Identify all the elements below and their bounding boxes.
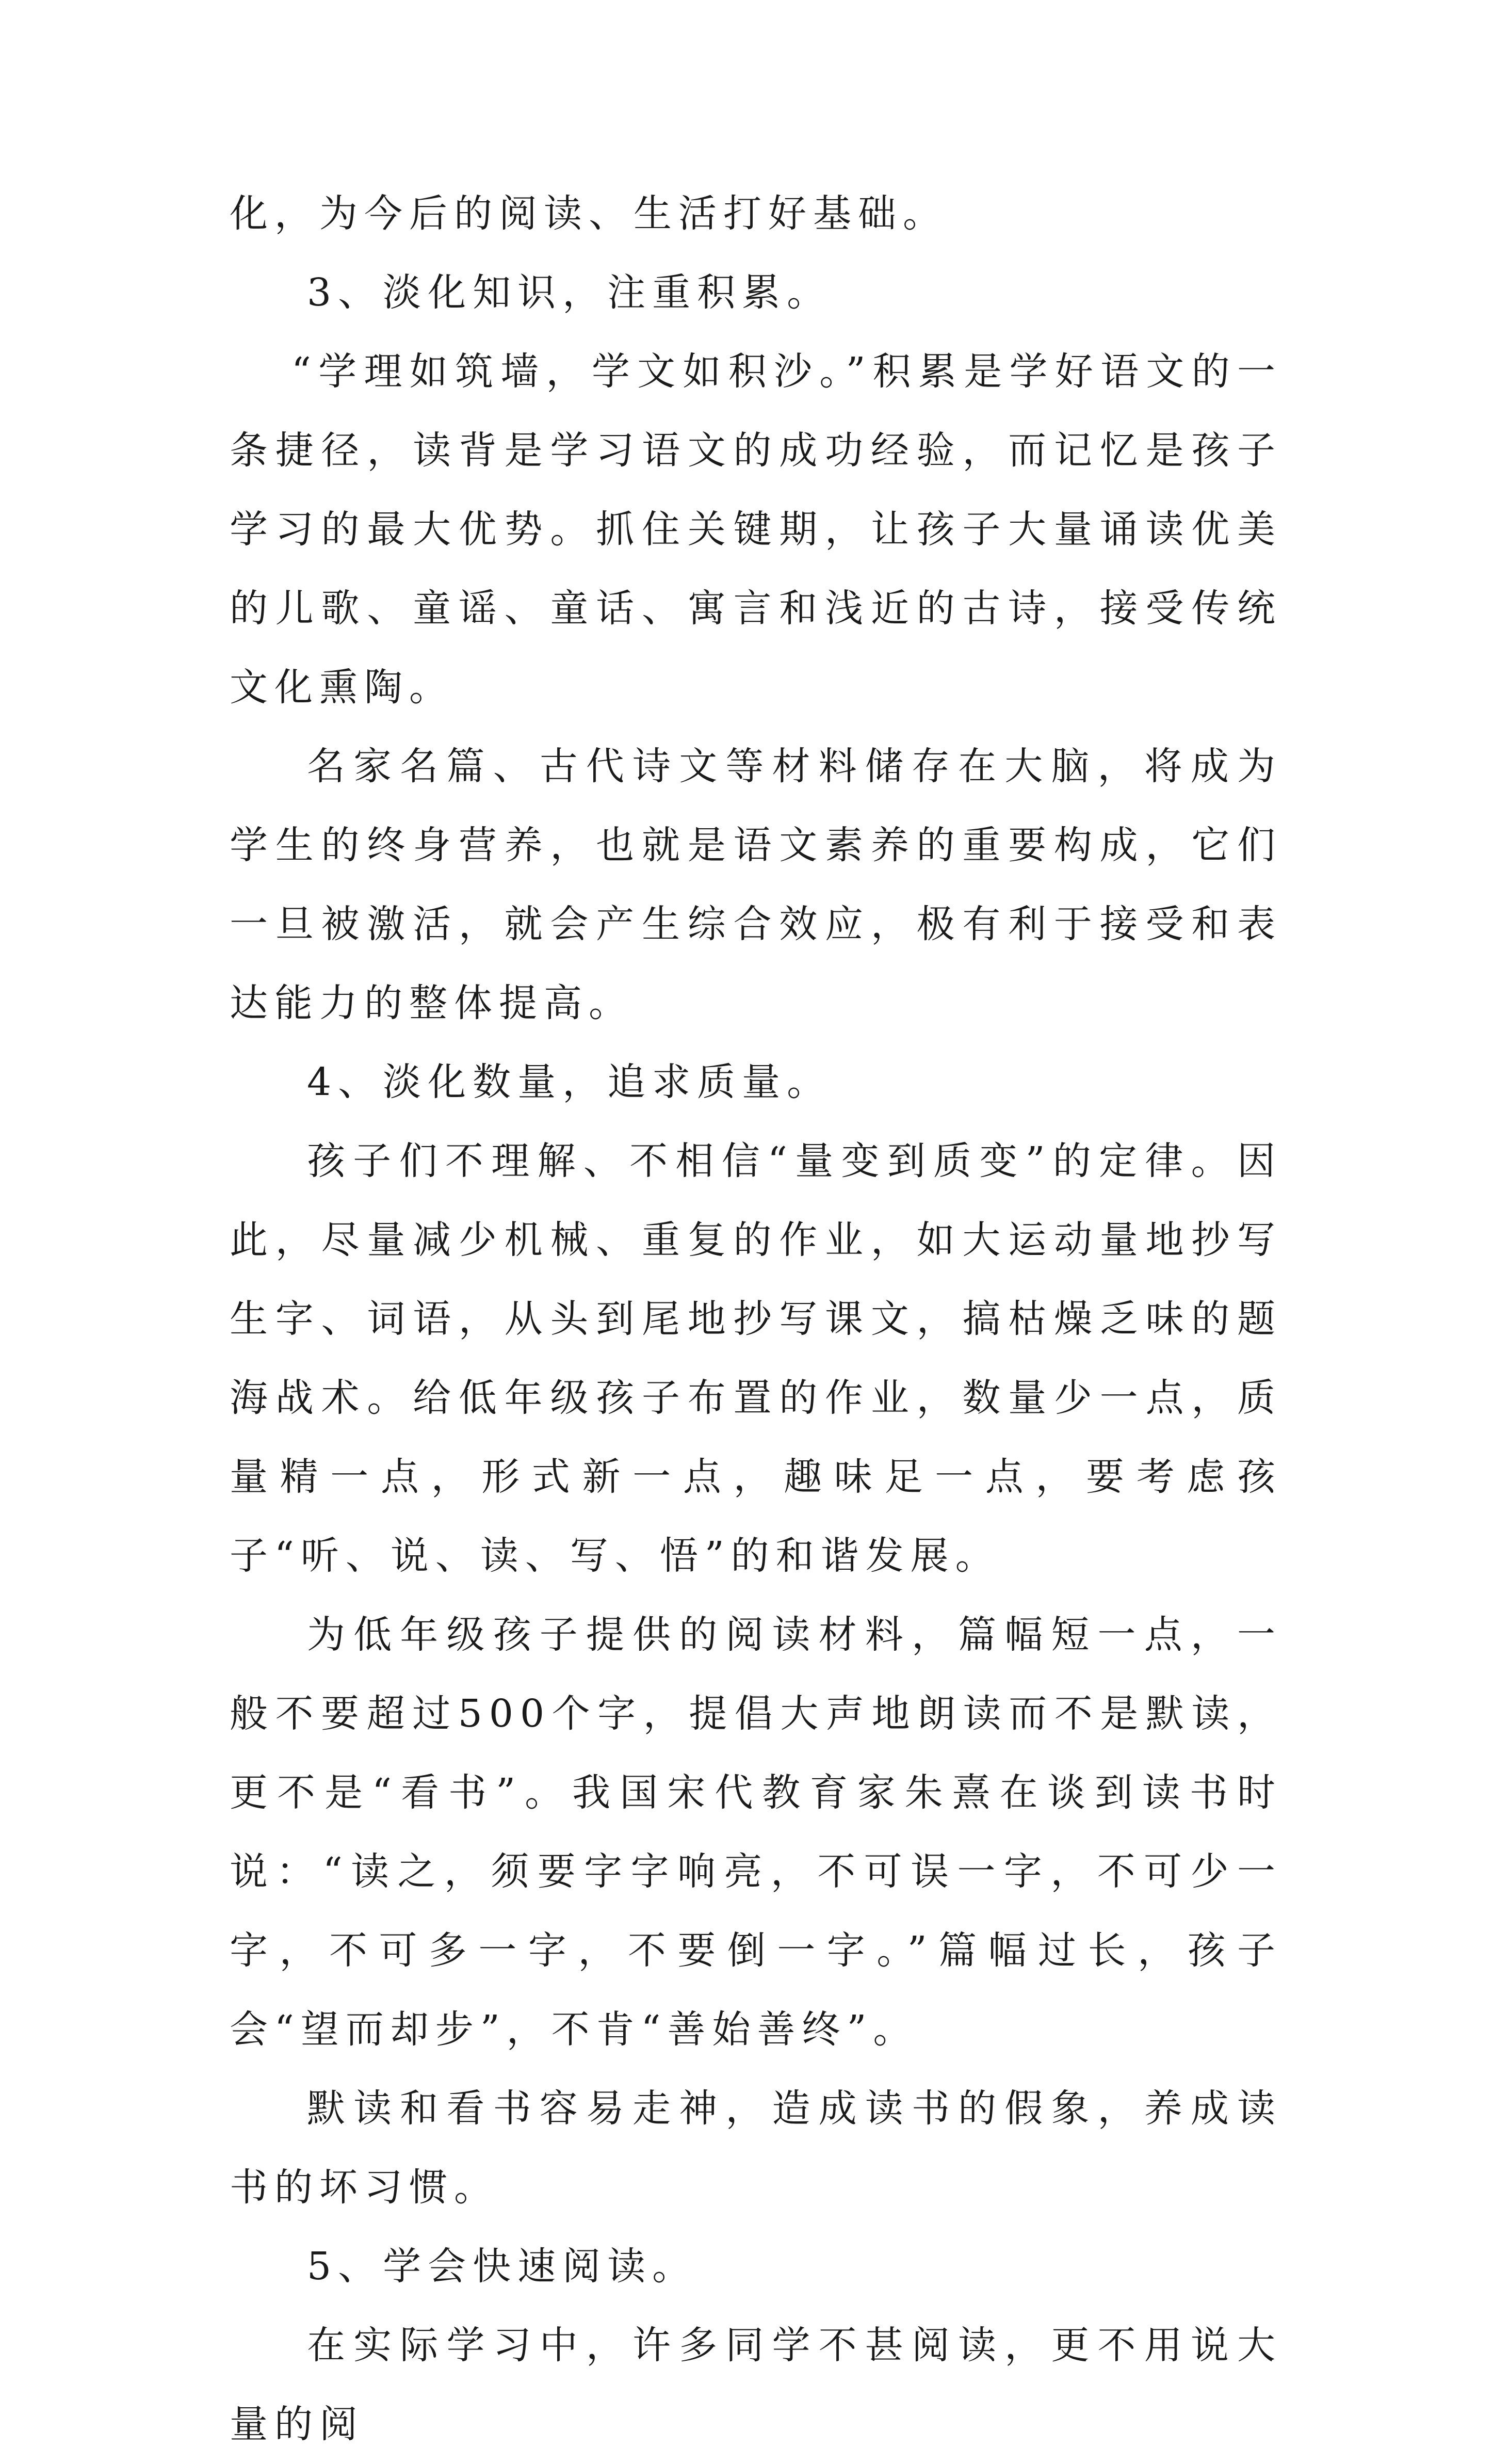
paragraph-continuation: 化，为今后的阅读、生活打好基础。 xyxy=(230,191,948,236)
section-heading-5: 5、学会快速阅读。 xyxy=(307,2244,697,2289)
paragraph-reading-materials: 为低年级孩子提供的阅读材料，篇幅短一点，一般不要超过500个字，提倡大声地朗读而不是默读，更不是“看书”。我国宋代教育家朱熹在谈到读书时说：“读之，须要字字响亮，不可误一字，不可少一字，不可多一字，不要倒一字。”篇幅过长，孩子会“望而却步”，不肯“善始善终”。 xyxy=(230,1613,1282,2052)
paragraph-quantity-quality: 孩子们不理解、不相信“量变到质变”的定律。因此，尽量减少机械、重复的作业，如大运动量地抄写生字、词语，从头到尾地抄写课文，搞枯燥乏味的题海战术。给低年级孩子布置的作业，数量少一点，质量精一点，形式新一点，趣味足一点，要考虑孩子“听、说、读、写、悟”的和谐发展。 xyxy=(230,1139,1282,1578)
section-heading-3: 3、淡化知识，注重积累。 xyxy=(307,270,832,315)
paragraph-silent-reading: 默读和看书容易走神，造成读书的假象，养成读书的坏习惯。 xyxy=(230,2086,1282,2210)
paragraph-accumulation: “学理如筑墙，学文如积沙。”积累是学好语文的一条捷径，读背是学习语文的成功经验，而记忆是孩子学习的最大优势。抓住关键期，让孩子大量诵读优美的儿歌、童谣、童话、寓言和浅近的古诗，接受传统文化熏陶。 xyxy=(230,349,1282,710)
paragraph-classics: 名家名篇、古代诗文等材料储存在大脑，将成为学生的终身营养，也就是语文素养的重要构成，它们一旦被激活，就会产生综合效应，极有利于接受和表达能力的整体提高。 xyxy=(230,744,1282,1025)
document-body xyxy=(230,174,1282,2464)
paragraph-fast-reading: 在实际学习中，许多同学不甚阅读，更不用说大量的阅 xyxy=(230,2323,1282,2446)
section-heading-4: 4、淡化数量，追求质量。 xyxy=(307,1060,832,1104)
